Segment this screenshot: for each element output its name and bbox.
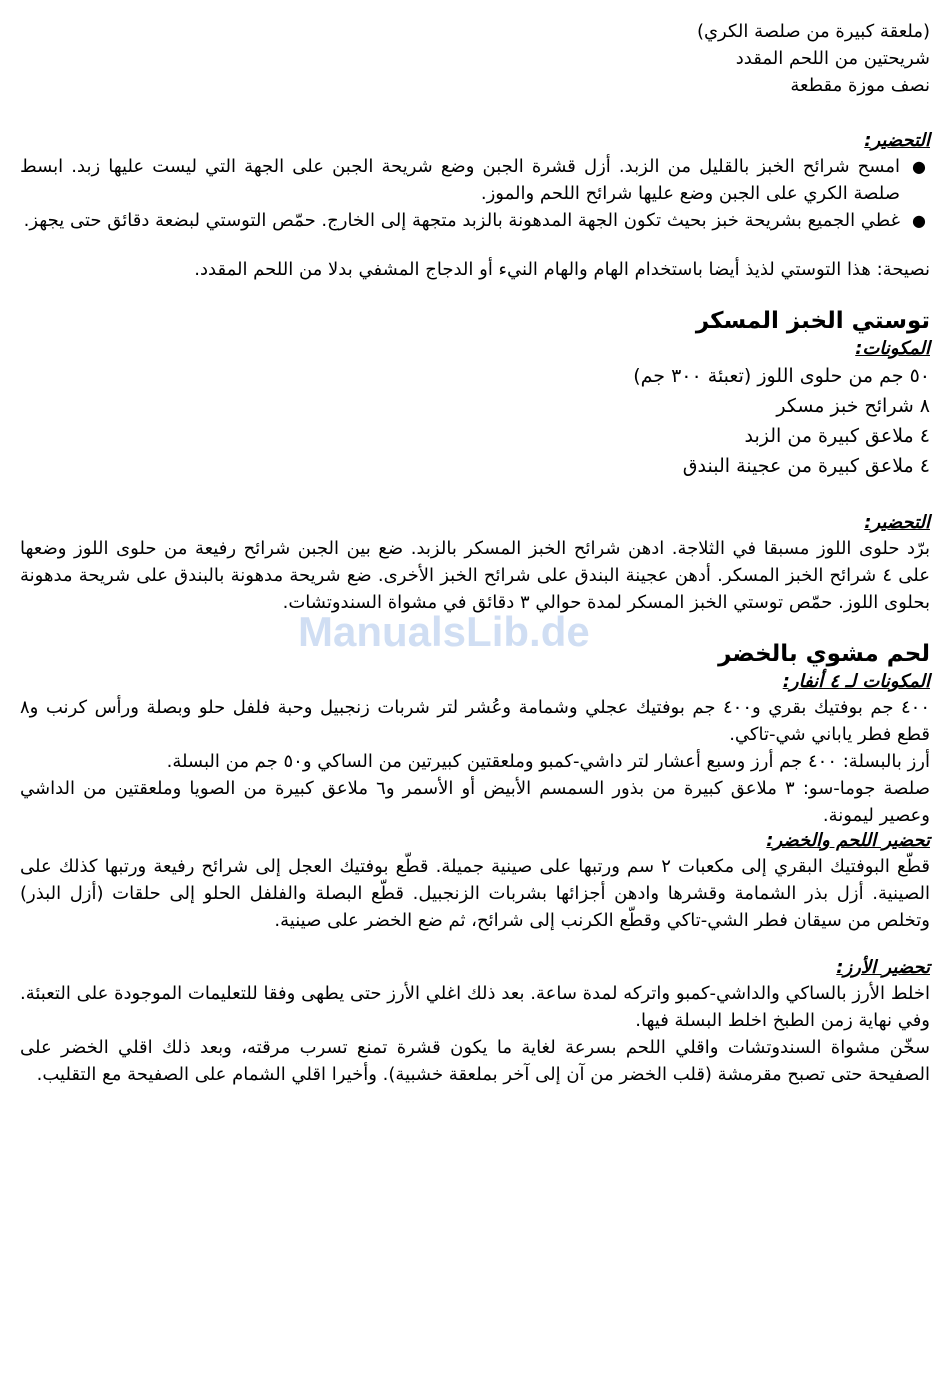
rice-preparation-text: سخّن مشواة السندوتشات واقلي اللحم بسرعة لغاية ما يكون قشرة تمنع تسرب مرقته، وبعد ذلك اقلي الخضر على الصفيحة حتى تصبح مقرمشة (قلب الخضر من آن إلى آخر بملعقة خشبية). وأخيرا اقلي الشمام على الصفيحة مع التقليب.: [20, 1037, 930, 1085]
recipe-title: لحم مشوي بالخضر: [718, 641, 930, 667]
intro-ingredient: شريحتين من اللحم المقدد: [735, 48, 930, 69]
ingredient-paragraph: أرز بالبسلة: ٤٠٠ جم أرز وسبع أعشار لتر داشي-كمبو وملعقتين كبيرتين من الساكي و٥٠ جم من البسلة.: [166, 751, 930, 772]
watermark-logo: ManualsLib.de: [298, 608, 590, 655]
ingredient-item: ٨ شرائح خبز مسكر: [776, 395, 930, 417]
ingredients-heading: المكونات لـ ٤ أنفار:: [782, 671, 930, 692]
intro-ingredient: (ملعقة كبيرة من صلصة الكري): [696, 21, 930, 42]
recipe-page: [20, 18, 930, 1088]
ingredient-paragraph: صلصة جوما-سو: ٣ ملاعق كبيرة من بذور السمسم الأبيض أو الأسمر و٦ ملاعق كبيرة من الصويا وملعقتين من الداشي وعصير ليمونة.: [20, 778, 930, 826]
bullet-icon: ●: [912, 211, 926, 230]
intro-ingredient: نصف موزة مقطعة: [790, 75, 930, 96]
preparation-text: برّد حلوى اللوز مسبقا في الثلاجة. ادهن شرائح الخبز المسكر بالزبد. ضع بين الجبن شرائح رفيعة من حلوى اللوز وضعها على ٤ شرائح الخبز المسكر. أدهن عجينة البندق على شرائح الخبز الأخرى. ضع شريحة مدهونة بالبندق على شريحة مدهونة بحلوى اللوز. حمّص توستي الخبز المسكر لمدة حوالي ٣ دقائق في مشواة السندوتشات.: [20, 538, 930, 613]
tip-text: نصيحة: هذا التوستي لذيذ أيضا باستخدام الهام والهام النيء أو الدجاج المشفي بدلا من اللحم المقدد.: [194, 259, 930, 280]
ingredient-item: ٥٠ جم من حلوى اللوز (تعبئة ٣٠٠ جم): [633, 365, 930, 387]
ingredient-paragraph: ٤٠٠ جم بوفتيك بقري و٤٠٠ جم بوفتيك عجلي وشمامة وعُشر لتر شربات زنجبيل وحبة فلفل حلو وبصلة ورأس كرنب و٨ قطع فطر ياباني شي-تاكي.: [20, 697, 930, 745]
meat-preparation-heading: تحضير اللحم والخضر:: [766, 830, 930, 851]
step-item: [20, 207, 930, 234]
ingredients-heading: المكونات:: [855, 338, 930, 359]
step-item: [20, 153, 930, 207]
step-text: امسح شرائح الخبز بالقليل من الزبد. أزل قشرة الجبن وضع شريحة الجبن على الجهة التي ليست عليها زبد. ابسط صلصة الكري على الجبن وضع عليها شرائح اللحم والموز.: [20, 156, 900, 204]
preparation-heading: التحضير:: [864, 130, 930, 151]
meat-preparation-text: قطّع البوفتيك البقري إلى مكعبات ٢ سم ورتبها على صينية جميلة. قطّع بوفتيك العجل إلى شرائح رفيعة ورتبها كذلك على الصينية. أزل بذر الشمامة وقشرها وادهن أجزائها بشربات الزنجبيل. قطّع البصلة والفلفل الحلو إلى حلقات (أزل البذر) وتخلص من سيقان فطر الشي-تاكي وقطّع الكرنب إلى شرائح، ثم ضع الخضر على صينية.: [20, 856, 930, 931]
bullet-icon: ●: [912, 157, 926, 176]
ingredient-item: ٤ ملاعق كبيرة من عجينة البندق: [682, 455, 930, 477]
recipe-title: توستي الخبز المسكر: [695, 308, 930, 334]
ingredient-item: ٤ ملاعق كبيرة من الزبد: [744, 425, 930, 447]
rice-preparation-heading: تحضير الأرز:: [836, 957, 930, 978]
preparation-steps: [20, 153, 930, 234]
rice-preparation-text: اخلط الأرز بالساكي والداشي-كمبو واتركه لمدة ساعة. بعد ذلك اغلي الأرز حتى يطهى وفقا للتعليمات الموجودة على التعبئة. وفي نهاية زمن الطبخ اخلط البسلة فيها.: [20, 983, 930, 1031]
preparation-heading: التحضير:: [864, 512, 930, 533]
step-text: غطي الجميع بشريحة خبز بحيث تكون الجهة المدهونة بالزبد متجهة إلى الخارج. حمّص التوستي لبضعة دقائق حتى يجهز.: [23, 210, 900, 231]
